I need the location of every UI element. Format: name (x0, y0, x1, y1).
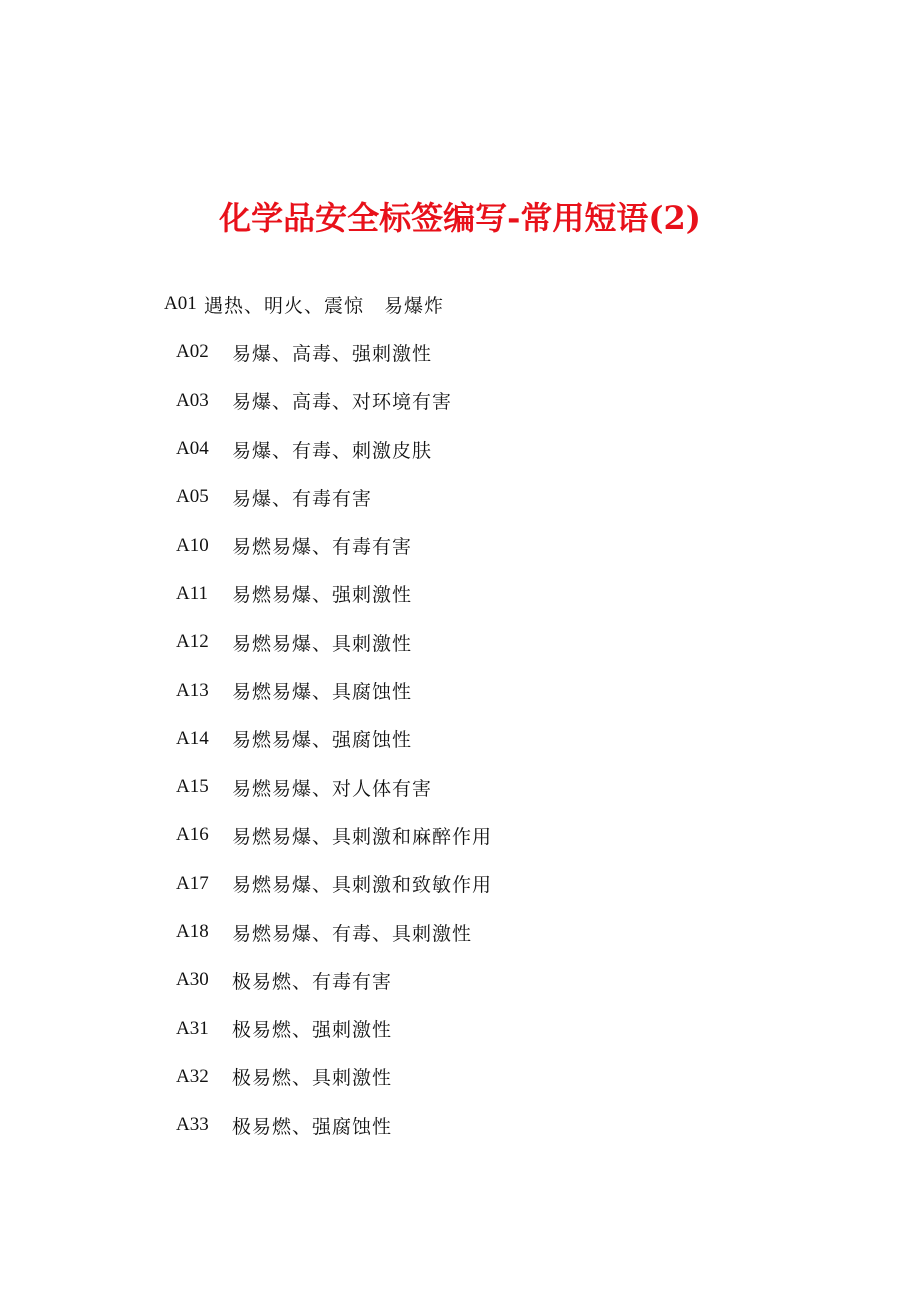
phrase-text: 易爆、有毒、刺激皮肤 (232, 439, 433, 462)
phrase-text: 极易燃、有毒有害 (232, 970, 393, 993)
phrase-text: 易燃易爆、具刺激和致敏作用 (232, 874, 493, 897)
phrase-code: A33 (176, 1114, 209, 1136)
phrase-text: 易燃易爆、有毒有害 (232, 536, 413, 559)
phrase-code: A16 (176, 824, 209, 846)
list-item (164, 811, 784, 859)
phrase-text: 易燃易爆、强刺激性 (232, 584, 413, 607)
phrase-text: 遇热、明火、震惊 易爆炸 (204, 294, 445, 317)
phrase-code: A30 (176, 969, 209, 991)
list-item (164, 908, 784, 956)
list-item (164, 377, 784, 425)
list-item (164, 570, 784, 618)
list-item (164, 1101, 784, 1149)
list-item (164, 763, 784, 811)
phrase-text: 易燃易爆、对人体有害 (232, 777, 433, 800)
phrase-code: A11 (176, 582, 209, 604)
phrase-code: A18 (176, 921, 209, 942)
list-item (164, 1004, 784, 1052)
phrase-text: 易燃易爆、强腐蚀性 (232, 729, 413, 752)
phrase-text: 极易燃、强刺激性 (232, 1019, 393, 1042)
phrase-text: 易燃易爆、具刺激和麻醉作用 (232, 825, 493, 848)
phrase-code: A03 (176, 389, 209, 411)
phrase-code: A32 (176, 1065, 209, 1087)
phrase-text: 易爆、高毒、强刺激性 (232, 342, 433, 365)
list-item (164, 473, 784, 521)
phrase-code: A31 (176, 1017, 209, 1039)
phrase-text: 易爆、高毒、对环境有害 (232, 391, 453, 414)
phrase-code: A02 (176, 341, 209, 363)
phrase-code: A15 (176, 776, 209, 798)
phrase-code: A12 (176, 631, 209, 653)
list-item (164, 618, 784, 666)
list-item (164, 1053, 784, 1101)
phrase-text: 易燃易爆、有毒、具刺激性 (232, 922, 473, 945)
phrase-text: 极易燃、强腐蚀性 (232, 1115, 393, 1138)
phrase-code: A04 (176, 438, 209, 460)
list-item (164, 425, 784, 473)
phrase-code: A14 (176, 727, 209, 749)
phrase-code: A05 (176, 486, 209, 508)
phrase-text: 易燃易爆、具腐蚀性 (232, 681, 413, 704)
phrase-list (164, 280, 784, 1149)
list-item (164, 715, 784, 763)
phrase-code: A13 (176, 679, 209, 701)
phrase-code: A01 (164, 293, 197, 315)
list-item (164, 521, 784, 569)
list-item (164, 666, 784, 714)
list-item (164, 328, 784, 376)
phrase-code: A17 (176, 872, 209, 894)
phrase-code: A10 (176, 534, 209, 556)
document-title: 化学品安全标签编写-常用短语(2) (219, 199, 701, 237)
list-item (164, 280, 784, 328)
phrase-text: 易燃易爆、具刺激性 (232, 632, 413, 655)
list-item (164, 860, 784, 908)
phrase-text: 极易燃、具刺激性 (232, 1067, 393, 1090)
list-item (164, 956, 784, 1004)
phrase-text: 易爆、有毒有害 (232, 487, 373, 510)
